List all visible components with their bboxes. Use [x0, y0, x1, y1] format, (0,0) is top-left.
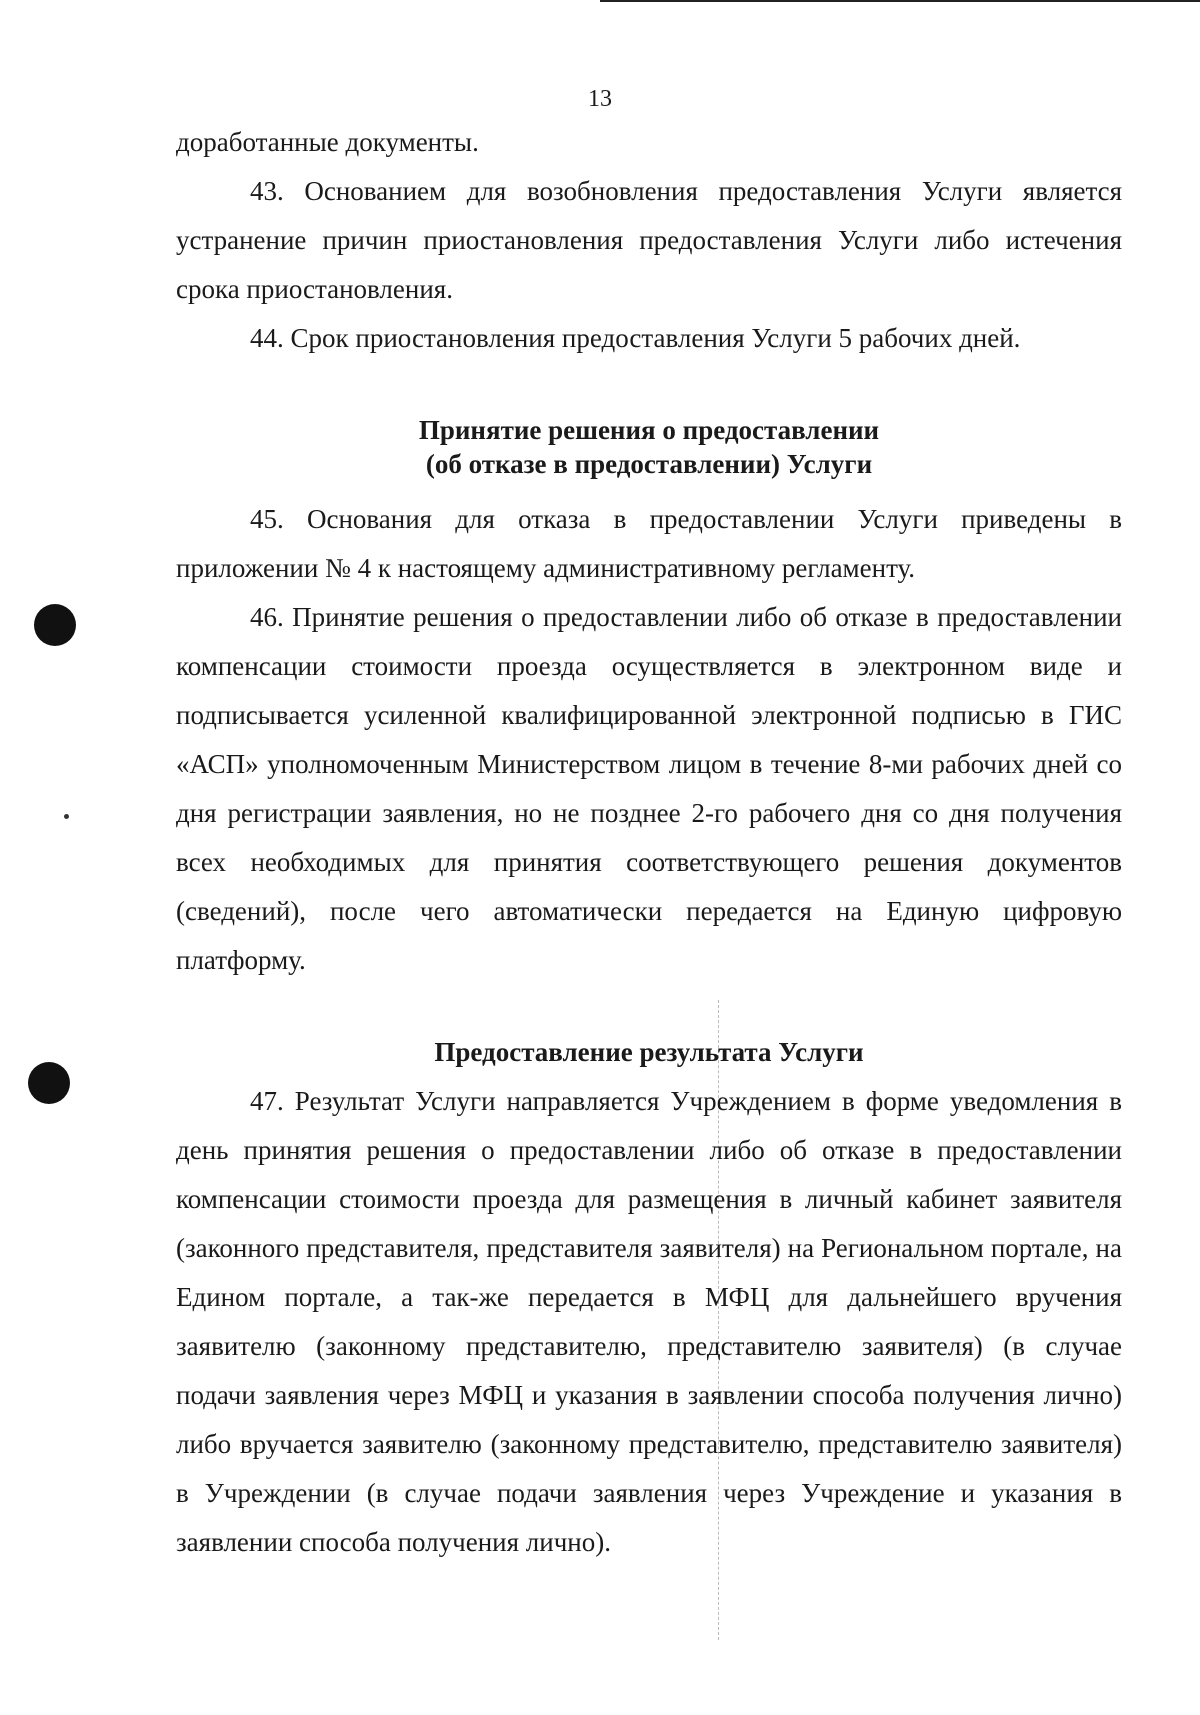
paragraph-45: 45. Основания для отказа в предоставлении Услуги приведены в приложении № 4 к настоящему административному регламенту.	[176, 504, 1122, 583]
document-body	[176, 118, 1122, 1567]
scan-speck	[64, 814, 69, 819]
punch-hole-top	[34, 604, 76, 646]
section-heading-decision-line1: Принятие решения о предоставлении	[418, 415, 880, 445]
paragraph-47: 47. Результат Услуги направляется Учреждением в форме уведомления в день принятия решения о предоставлении либо об отказе в предоставлении компенсации стоимости проезда для размещения в личный кабинет заявителя (законного представителя, представителя заявителя) на Региональном портале, на Едином портале, а так-же передается в МФЦ для дальнейшего вручения заявителю (законному представителю, представителю заявителя) (в случае подачи заявления через МФЦ и указания в заявлении способа получения лично) либо вручается заявителю (законному представителю, представителю заявителя) в Учреждении (в случае подачи заявления через Учреждение и указания в заявлении способа получения лично).	[176, 1086, 1122, 1557]
section-heading-result: Предоставление результата Услуги	[434, 1037, 864, 1067]
paragraph-46: 46. Принятие решения о предоставлении либо об отказе в предоставлении компенсации стоимости проезда осуществляется в электронном виде и подписывается усиленной квалифицированной электронной подписью в ГИС «АСП» уполномоченным Министерством лицом в течение 8-ми рабочих дней со дня регистрации заявления, но не позднее 2-го рабочего дня со дня получения всех необходимых для принятия соответствующего решения документов (сведений), после чего автоматически передается на Единую цифровую платформу.	[176, 602, 1122, 975]
section-heading-decision	[176, 413, 1122, 481]
paragraph-43: 43. Основанием для возобновления предоставления Услуги является устранение причин приостановления предоставления Услуги либо истечения срока приостановления.	[176, 176, 1122, 304]
paragraph-44: 44. Срок приостановления предоставления Услуги 5 рабочих дней.	[250, 323, 1021, 353]
page-number: 13	[588, 86, 612, 112]
section-heading-decision-line2: (об отказе в предоставлении) Услуги	[425, 449, 873, 479]
paragraph-42-tail: доработанные документы.	[176, 127, 479, 157]
scan-top-edge-line	[600, 0, 1200, 2]
punch-hole-bottom	[28, 1062, 70, 1104]
